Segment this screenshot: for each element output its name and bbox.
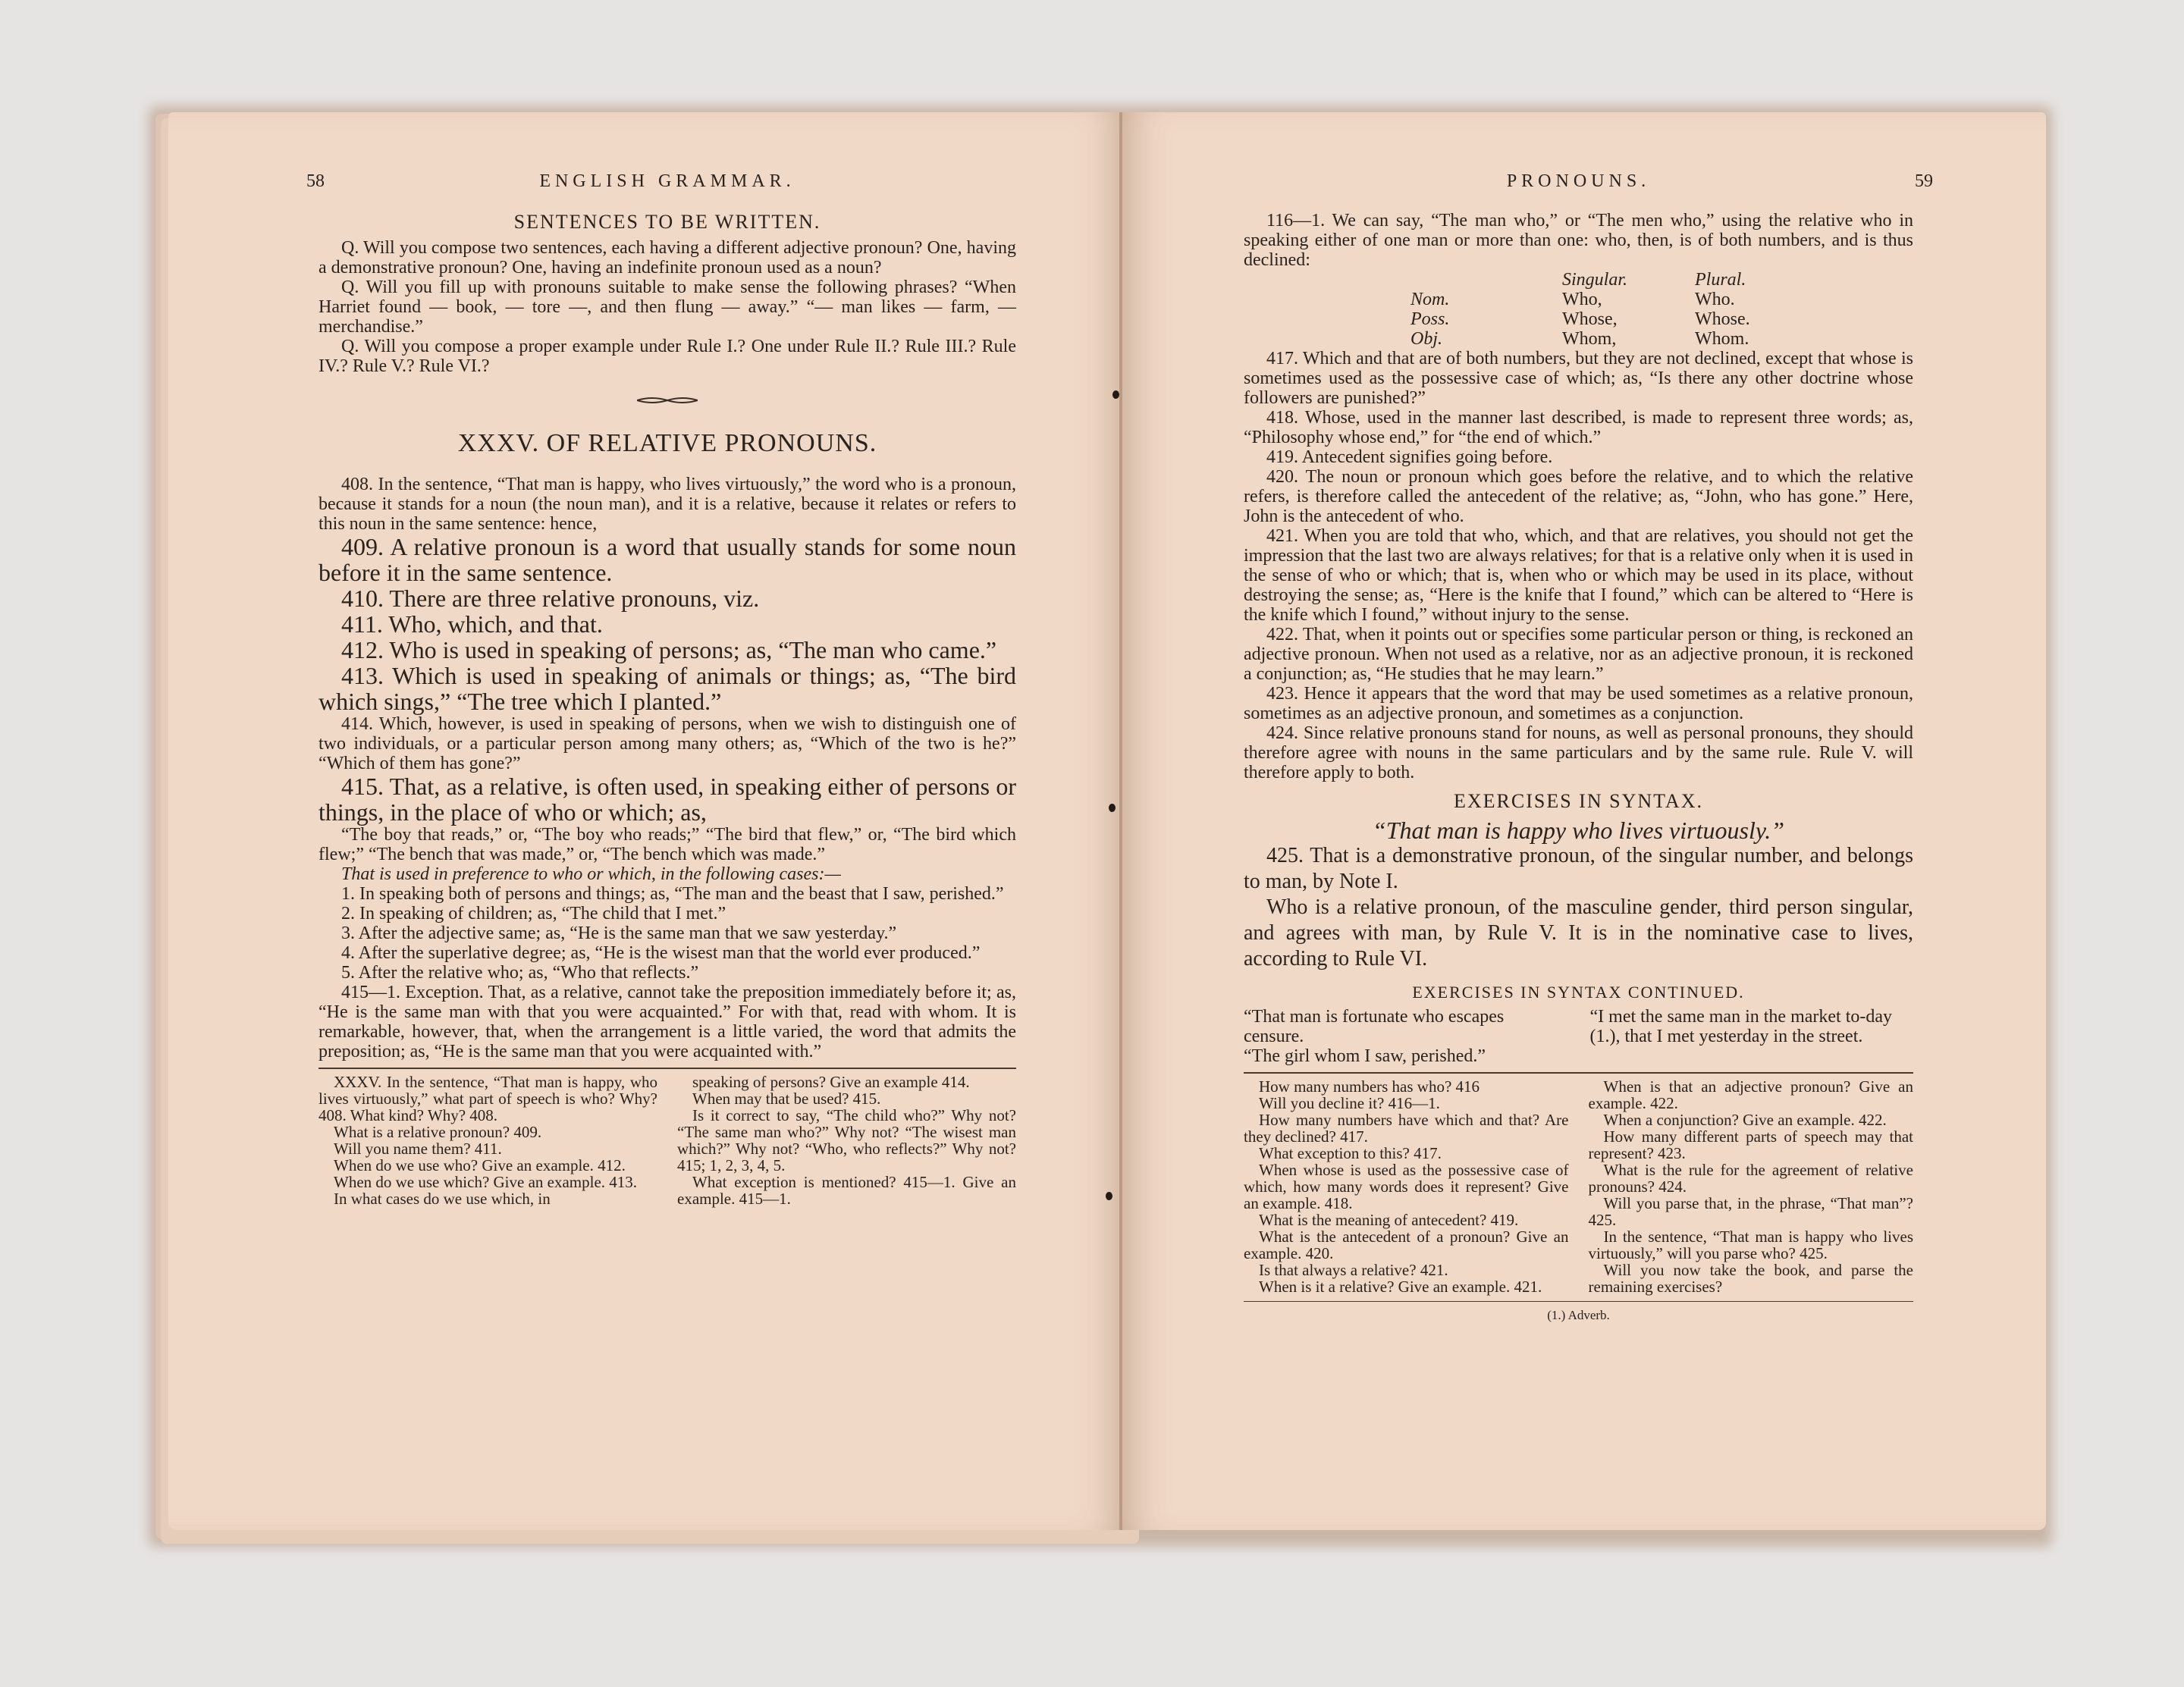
question-1: Q. Will you compose two sentences, each having a different adjective pronoun? One, having a demonstrative pronoun? One, having an indefinite pronoun used as a noun? [318,238,1016,278]
decl-cell: Whom, [1562,329,1617,349]
para-408: 408. In the sentence, “That man is happy, who lives virtuously,” the word who is a pronoun, because it stands for a noun (the noun man), and it is a relative, because it relates or refers to this noun in the same sentence: hence, [318,475,1016,534]
right-review-col-2 [1589,1078,1914,1295]
review-q: Will you name them? 411. [334,1140,502,1158]
review-q: What is the meaning of antecedent? 419. [1259,1211,1519,1229]
decl-cell: Whose, [1562,309,1618,329]
review-q: In the sentence, “That man is happy who lives virtuously,” will you parse who? 425. [1588,1228,1913,1262]
right-page-number: 59 [1915,171,1933,191]
footnote-divider [1244,1301,1913,1302]
review-q: What is the rule for the agreement of relative pronouns? 424. [1588,1161,1913,1196]
para-415-examples: “The boy that reads,” or, “The boy who reads;” “The bird that flew,” or, “The bird which flew;” “The bench that was made,” or, “The bench which was made.” [318,825,1016,864]
review-q: When do we use which? Give an example. 413. [334,1173,638,1191]
exercise-item: “The girl whom I saw, perished.” [1244,1046,1486,1066]
para-415: 415. That, as a relative, is often used, in speaking either of persons or things, in the place of who or which; as, [318,773,1016,826]
decl-cell: Who. [1695,290,1735,309]
review-q: When do we use who? Give an example. 412. [334,1156,626,1174]
review-q: Is that always a relative? 421. [1259,1261,1448,1279]
left-running-head: ENGLISH GRAMMAR. [539,171,795,191]
exercise-item: “That man is fortunate who escapes censure. [1244,1007,1505,1046]
para-412: 412. Who is used in speaking of persons; as, “The man who came.” [341,636,997,663]
decl-cell: Whose. [1695,309,1750,329]
review-q: How many numbers have which and that? Are they declined? 417. [1244,1111,1569,1146]
binding-hole [1112,390,1119,399]
review-q: speaking of persons? Give an example 414. [692,1073,970,1091]
footnote: (1.) Adverb. [1547,1308,1610,1322]
exercises-title: EXERCISES IN SYNTAX. [1454,790,1703,812]
left-page [168,112,1124,1530]
para-409: 409. A relative pronoun is a word that usually stands for some noun before it in the same sentence. [318,533,1016,586]
left-header [306,171,1016,211]
section-title: SENTENCES TO BE WRITTEN. [513,211,821,233]
exercise-col-2 [1590,1007,1914,1066]
review-q: Will you now take the book, and parse the remaining exercises? [1588,1261,1913,1296]
para-424: 424. Since relative pronouns stand for nouns, as well as personal pronouns, they should therefore agree with nouns in the same particulars and by the same rule. Rule V. will therefore apply to both. [1244,723,1913,782]
review-q: When a conjunction? Give an example. 422. [1603,1111,1887,1129]
ornament-divider [318,394,1016,406]
para-410: 410. There are three relative pronouns, viz. [341,585,760,612]
para-421: 421. When you are told that who, which, and that are relatives, you should not get the impression that the last two are always relatives; for that is a relative only when it is used in the sense of who or which; that is, when who or which may be used in its place, without destroying the sense; as, “Here is the knife that I found,” which can be altered to “Here is the knife which I found,” without injury to the sense. [1244,526,1913,625]
para-422: 422. That, when it points out or specifies some particular person or thing, is reckoned an adjective pronoun. When not used as a relative, nor as an adjective pronoun, it is reckoned a conjunction; as, “He studies that he may learn.” [1244,625,1913,684]
review-q: How many numbers has who? 416 [1259,1077,1480,1096]
para-413: 413. Which is used in speaking of animals or things; as, “The bird which sings,” “The tree which I planted.” [318,662,1016,715]
review-divider [1244,1072,1913,1074]
decl-head: Singular. [1562,270,1628,290]
binding-hole [1106,1192,1112,1200]
case-4: 4. After the superlative degree; as, “He is the wisest man that the world ever produced.” [341,943,981,963]
review-q: Will you parse that, in the phrase, “That man”? 425. [1588,1194,1913,1229]
case-5: 5. After the relative who; as, “Who that reflects.” [341,963,699,983]
review-q: In what cases do we use which, in [334,1190,551,1208]
review-q: When is that an adjective pronoun? Give an example. 422. [1588,1077,1913,1112]
case-1: 1. In speaking both of persons and things; as, “The man and the beast that I saw, perished.” [341,884,1004,904]
exercise-sentence: “That man is happy who lives virtuously.” [1372,817,1785,844]
review-q: Is it correct to say, “The child who?” Why not? “The same man who?” Why not? “The wisest man which?” Why not? “Who, who reflects?” Why not? 415; 1, 2, 3, 4, 5. [677,1106,1016,1174]
para-420: 420. The noun or pronoun which goes before the relative, and to which the relative refers, is therefore called the antecedent of the relative; as, “John, who has gone.” Here, John is the antecedent of who. [1244,467,1913,526]
exercise-item: “I met the same man in the market to-day (1.), that I met yesterday in the street. [1589,1007,1893,1046]
review-q: When is it a relative? Give an example. 421. [1259,1278,1542,1296]
review-q: When may that be used? 415. [692,1090,881,1108]
para-425-a: 425. That is a demonstrative pronoun, of the singular number, and belongs to man, by Note I. [1244,844,1913,893]
review-q: XXXV. In the sentence, “That man is happy, who lives virtuously,” what part of speech is who? Why? 408. What kind? Why? 408. [318,1073,657,1124]
right-page [1122,112,2046,1530]
review-divider [318,1068,1016,1069]
decl-case: Nom. [1410,290,1450,309]
review-q: Will you decline it? 416—1. [1259,1094,1440,1112]
para-415-1: 415—1. Exception. That, as a relative, cannot take the preposition immediately before it; as, “He is the same man with that you were acquainted.” For with that, read with whom. It is remarkable, however, that, when the arrangement is a little varied, the word that admits the preposition; as, “He is the same man that you were acquainted with.” [318,983,1016,1061]
right-header [1244,171,1933,211]
question-3: Q. Will you compose a proper example under Rule I.? One under Rule II.? Rule III.? Rule IV.? Rule V.? Rule VI.? [318,337,1016,376]
decl-case: Poss. [1410,309,1450,329]
review-q: What exception to this? 417. [1259,1144,1442,1162]
case-2: 2. In speaking of children; as, “The child that I met.” [341,904,726,923]
question-2: Q. Will you fill up with pronouns suitable to make sense the following phrases? “When Harriet found — book, — tore —, and then flung — away.” “— man likes — farm, — merchandise.” [318,278,1016,337]
right-running-head: PRONOUNS. [1506,171,1651,191]
left-review-col-1 [318,1074,657,1207]
right-review-col-1 [1244,1078,1569,1295]
exercise-columns [1244,1007,1913,1066]
exercise-col-1 [1244,1007,1567,1066]
binding-hole [1109,804,1116,812]
para-417: 417. Which and that are of both numbers, but they are not declined, except that whose is sometimes used as the possessive case of which; as, “Is there any other doctrine whose followers are punished?” [1244,349,1913,408]
left-page-number: 58 [306,171,325,191]
para-415-preference: That is used in preference to who or which, in the following cases:— [341,864,841,884]
decl-cell: Who, [1562,290,1602,309]
decl-case: Obj. [1410,329,1442,349]
para-416: 116—1. We can say, “The man who,” or “The men who,” using the relative who in speaking either of one man or more than one: who, then, is of both numbers, and is thus declined: [1244,211,1913,270]
case-3: 3. After the adjective same; as, “He is the same man that we saw yesterday.” [341,923,897,943]
declension-table [1410,270,1913,349]
review-q: What exception is mentioned? 415—1. Give an example. 415—1. [677,1173,1016,1208]
decl-head: Plural. [1695,270,1746,290]
left-review-questions [318,1074,1016,1207]
review-q: What is the antecedent of a pronoun? Give an example. 420. [1244,1228,1569,1262]
review-q: When whose is used as the possessive case of which, how many words does it represent? Give an example. 418. [1244,1161,1569,1212]
decl-cell: Whom. [1695,329,1749,349]
exercises-continued-title: EXERCISES IN SYNTAX CONTINUED. [1412,983,1745,1002]
review-q: How many different parts of speech may that represent? 423. [1588,1127,1913,1162]
para-423: 423. Hence it appears that the word that may be used sometimes as a relative pronoun, sometimes as an adjective pronoun, and sometimes as a conjunction. [1244,684,1913,723]
para-425-b: Who is a relative pronoun, of the masculine gender, third person singular, and agrees with man, by Rule V. It is in the nominative case to lives, according to Rule VI. [1244,895,1913,970]
chapter-title: XXXV. OF RELATIVE PRONOUNS. [457,429,877,457]
para-419: 419. Antecedent signifies going before. [1266,447,1553,467]
para-418: 418. Whose, used in the manner last described, is made to represent three words; as, “Philosophy whose end,” for “the end of which.” [1244,408,1913,447]
para-414: 414. Which, however, is used in speaking of persons, when we wish to distinguish one of two individuals, or a particular person among many others; as, “Which of the two is he?” “Which of them has gone?” [318,714,1016,773]
right-review-questions [1244,1078,1913,1295]
left-review-col-2 [677,1074,1016,1207]
review-q: What is a relative pronoun? 409. [334,1123,542,1141]
decl-head [1410,270,1562,290]
para-411: 411. Who, which, and that. [341,610,603,638]
